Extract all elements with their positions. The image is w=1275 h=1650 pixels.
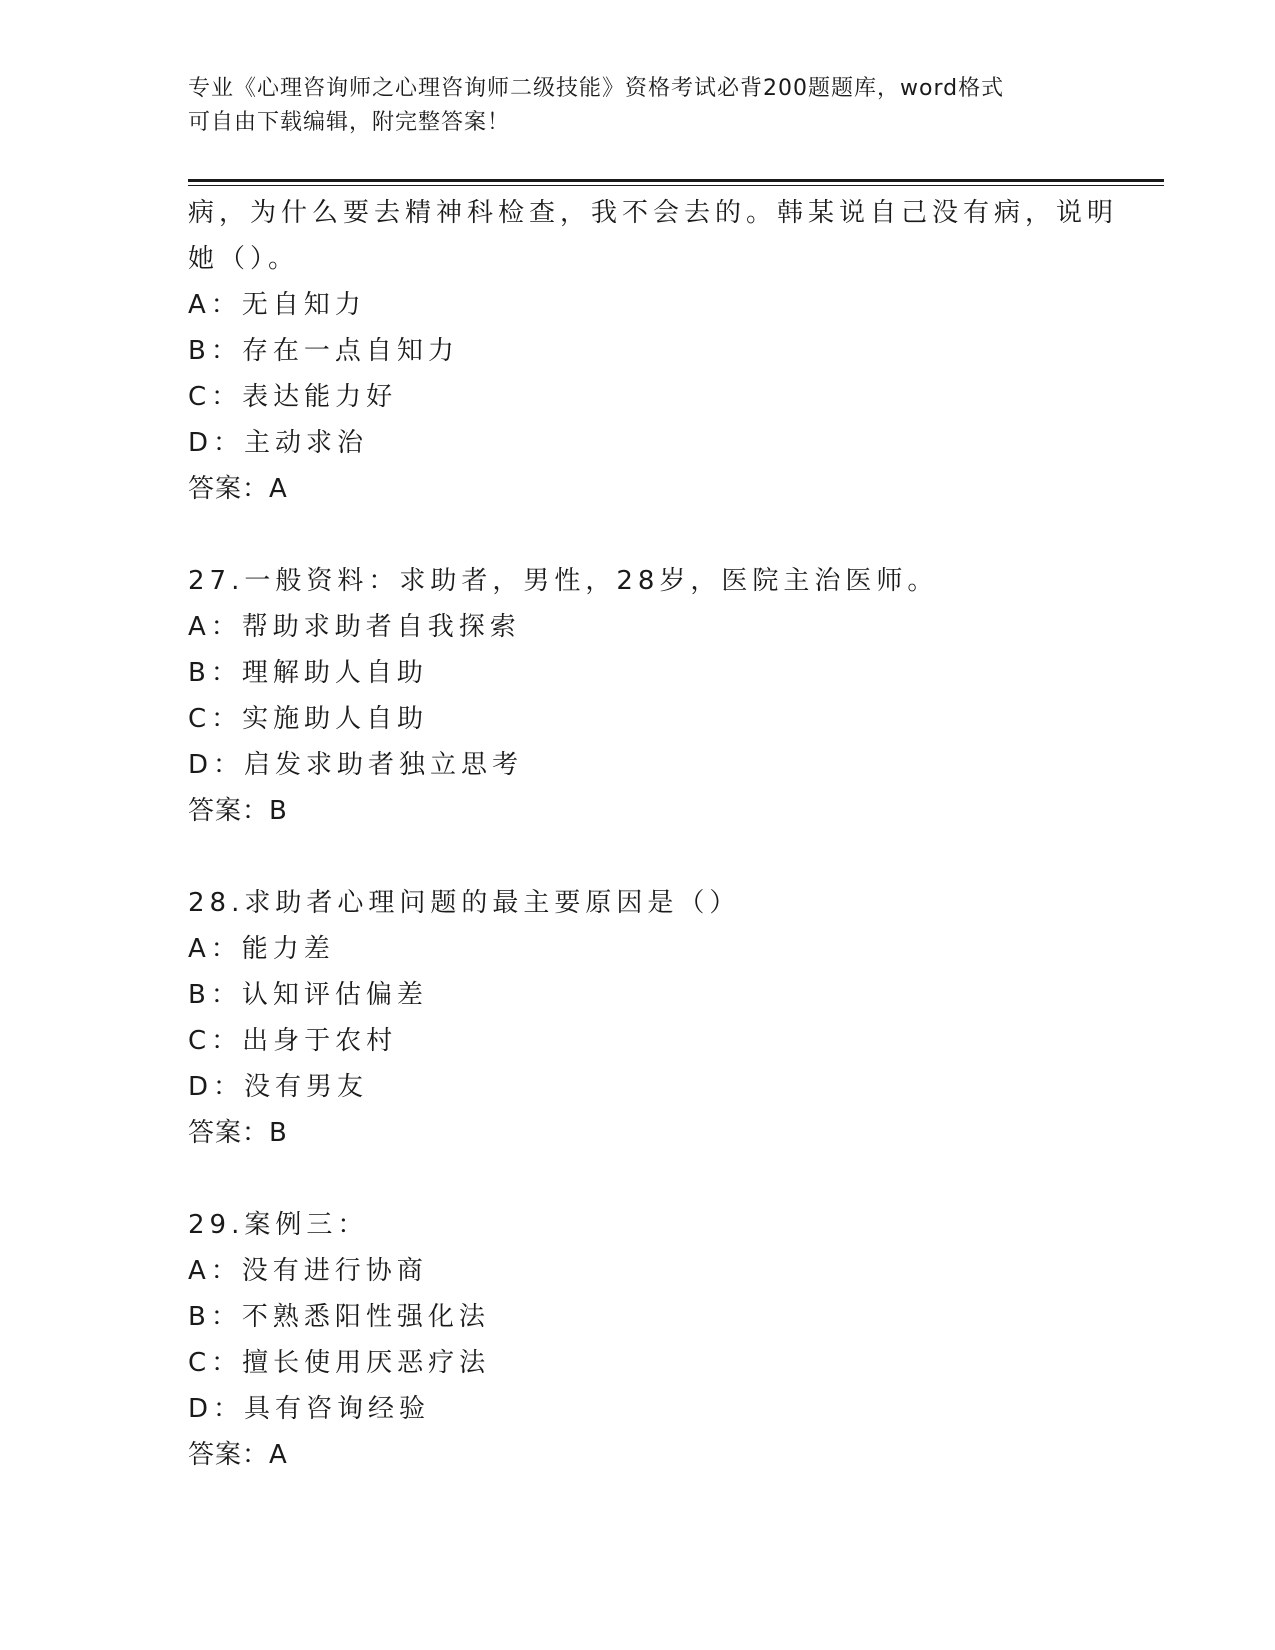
question-stem: 28.求助者心理问题的最主要原因是（）: [188, 888, 741, 918]
question-block-26: [188, 190, 1128, 512]
question-stem: 27.一般资料：求助者，男性，28岁，医院主治医师。: [188, 566, 939, 596]
header-divider-thin: [188, 185, 1164, 186]
header-line-2: 可自由下载编辑，附完整答案！: [188, 110, 511, 135]
header-divider-thick: [188, 179, 1164, 182]
option-b: B：不熟悉阳性强化法: [188, 1302, 490, 1332]
option-d: D：主动求治: [188, 428, 369, 458]
spacer: [188, 1156, 1128, 1202]
answer-line: 答案：B: [188, 1118, 288, 1148]
option-a: A：能力差: [188, 934, 335, 964]
option-c: C：出身于农村: [188, 1026, 398, 1056]
option-b: B：理解助人自助: [188, 658, 428, 688]
option-d: D：启发求助者独立思考: [188, 750, 524, 780]
spacer: [188, 834, 1128, 880]
question-stem: 29.案例三：: [188, 1210, 369, 1240]
answer-line: 答案：A: [188, 1440, 288, 1470]
option-b: B：存在一点自知力: [188, 336, 459, 366]
question-block-27: [188, 558, 1128, 834]
option-a: A：无自知力: [188, 290, 366, 320]
option-c: C：实施助人自助: [188, 704, 429, 734]
option-c: C：擅长使用厌恶疗法: [188, 1348, 491, 1378]
option-d: D：具有咨询经验: [188, 1394, 431, 1424]
answer-line: 答案：B: [188, 796, 288, 826]
question-list: [188, 190, 1128, 1478]
option-d: D：没有男友: [188, 1072, 369, 1102]
document-header: [188, 72, 1088, 140]
spacer: [188, 512, 1128, 558]
option-a: A：没有进行协商: [188, 1256, 428, 1286]
option-a: A：帮助求助者自我探索: [188, 612, 521, 642]
answer-line: 答案：A: [188, 474, 288, 504]
header-line-1: 专业《心理咨询师之心理咨询师二级技能》资格考试必背200题题库，word格式: [188, 76, 1005, 101]
option-b: B：认知评估偏差: [188, 980, 428, 1010]
question-block-28: [188, 880, 1128, 1156]
question-stem-continued-2: 她（）。: [188, 244, 300, 274]
option-c: C：表达能力好: [188, 382, 398, 412]
question-stem-continued-1: 病，为什么要去精神科检查，我不会去的。韩某说自己没有病，说明: [188, 198, 1119, 228]
question-block-29: [188, 1202, 1128, 1478]
